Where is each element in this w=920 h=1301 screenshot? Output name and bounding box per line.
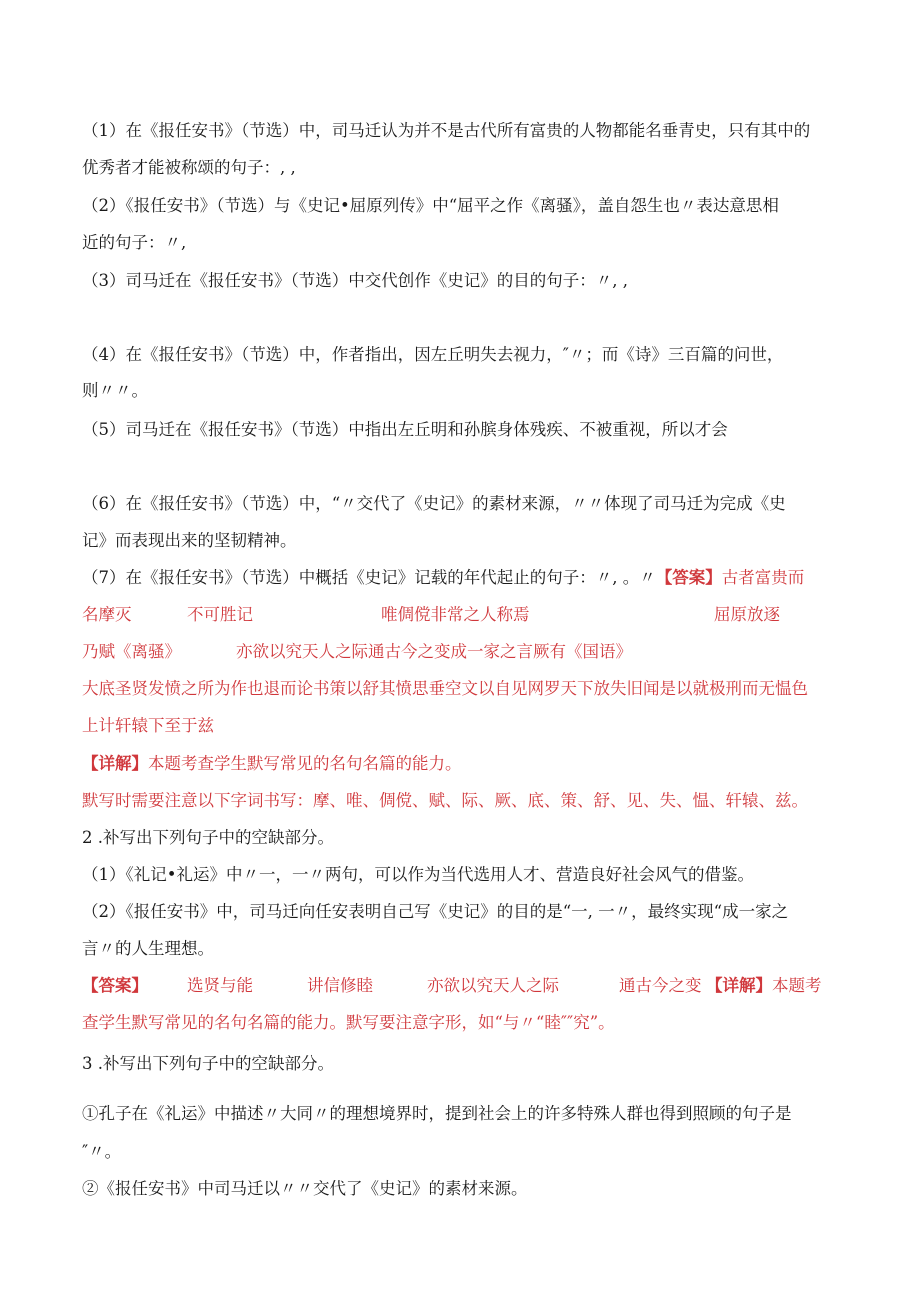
answer-fragment: 乃赋《离骚》 — [82, 642, 181, 661]
answer-fragment: 屈原放逐 — [714, 605, 780, 624]
q6-line-2: 记》而表现出来的坚韧精神。 — [82, 531, 297, 550]
q6-line-1: （6）在《报任安书》（节选）中，“〃交代了《史记》的素材来源，〃〃体现了司马迁为完成《史 — [82, 494, 786, 513]
q3-line-1: （3）司马迁在《报任安书》（节选）中交代创作《史记》的目的句子：〃, , — [82, 271, 628, 290]
s2-q2-line-1: （2）《报任安书》中，司马迁向任安表明自己写《史记》的目的是“一, 一〃，最终实现“成一家之 — [82, 902, 789, 921]
s2-q1-line: （1）《礼记•礼运》中〃一，一〃两句，可以作为当代选用人才、营造良好社会风气的借鉴。 — [82, 865, 754, 884]
answer-fragment: 名摩灭 — [82, 605, 132, 624]
s3-q1-line-2: ″〃。 — [82, 1142, 122, 1161]
section-2-title: 2 .补写出下列句子中的空缺部分。 — [82, 828, 334, 847]
detail-text: 本题考查学生默写常见的名句名篇的能力。 — [148, 754, 462, 773]
answer-line: 大底圣贤发愤之所为作也退而论书策以舒其愤思垂空文以自见网罗天下放失旧闻是以就极刑而无愠色 — [82, 679, 808, 698]
s2-answer-fragment: 选贤与能 — [187, 976, 253, 995]
detail-line-1 — [82, 753, 462, 775]
detail-line-2: 默写时需要注意以下字词书写：摩、唯、倜傥、赋、际、厥、底、策、舒、见、失、愠、轩辕、兹。 — [82, 791, 808, 810]
q4-line-2: 则〃〃。 — [82, 381, 148, 400]
s2-answer-tag: 【答案】 — [82, 976, 148, 995]
s2-q2-line-2: 言〃的人生理想。 — [82, 939, 214, 958]
s2-answer-fragment: 通古今之变 — [619, 976, 702, 995]
detail-tag: 【详解】 — [82, 754, 148, 773]
answer-line: 上计轩辕下至于兹 — [82, 716, 214, 735]
s2-detail-start — [706, 975, 822, 997]
answer-fragment: 唯倜傥非常之人称焉 — [381, 605, 530, 624]
s2-detail-text: 本题考 — [772, 976, 822, 995]
q7-line-1 — [82, 567, 804, 589]
answer-fragment: 不可胜记 — [187, 605, 253, 624]
q7-question: （7）在《报任安书》（节选）中概括《史记》记载的年代起止的句子：〃, 。〃 — [82, 568, 656, 587]
q1-line-2: 优秀者才能被称颂的句子：, , — [82, 158, 296, 177]
q5-line-1: （5）司马迁在《报任安书》（节选）中指出左丘明和孙膑身体残疾、不被重视，所以才会 — [82, 420, 728, 439]
s2-detail-tag: 【详解】 — [706, 976, 772, 995]
q2-line-1: （2）《报任安书》（节选）与《史记•屈原列传》中“屈平之作《离骚》，盖自怨生也〃表达意思相 — [82, 196, 779, 215]
s2-answer-fragment: 亦欲以究天人之际 — [427, 976, 559, 995]
answer-text: 古者富贵而 — [721, 568, 805, 587]
s3-q1-line-1: ①孔子在《礼运》中描述〃大同〃的理想境界时，提到社会上的许多特殊人群也得到照顾的句子是 — [82, 1104, 792, 1123]
q1-line-1: （1）在《报任安书》（节选）中，司马迁认为并不是古代所有富贵的人物都能名垂青史，只有其中的 — [82, 121, 811, 140]
answer-tag: 【答案】 — [655, 568, 722, 587]
section-3-title: 3 .补写出下列句子中的空缺部分。 — [82, 1054, 334, 1073]
q2-line-2: 近的句子：〃, — [82, 233, 187, 252]
answer-fragment: 亦欲以究天人之际通古今之变成一家之言厥有《国语》 — [236, 642, 632, 661]
s2-answer-fragment: 讲信修睦 — [307, 976, 373, 995]
q4-line-1: （4）在《报任安书》（节选）中，作者指出，因左丘明失去视力，″〃；而《诗》三百篇的问世， — [82, 345, 784, 364]
s3-q2-line: ②《报任安书》中司马迁以〃〃交代了《史记》的素材来源。 — [82, 1179, 528, 1198]
s2-detail-line-2: 查学生默写常见的名句名篇的能力。默写要注意字形，如“与〃“睦″″究”。 — [82, 1013, 615, 1032]
